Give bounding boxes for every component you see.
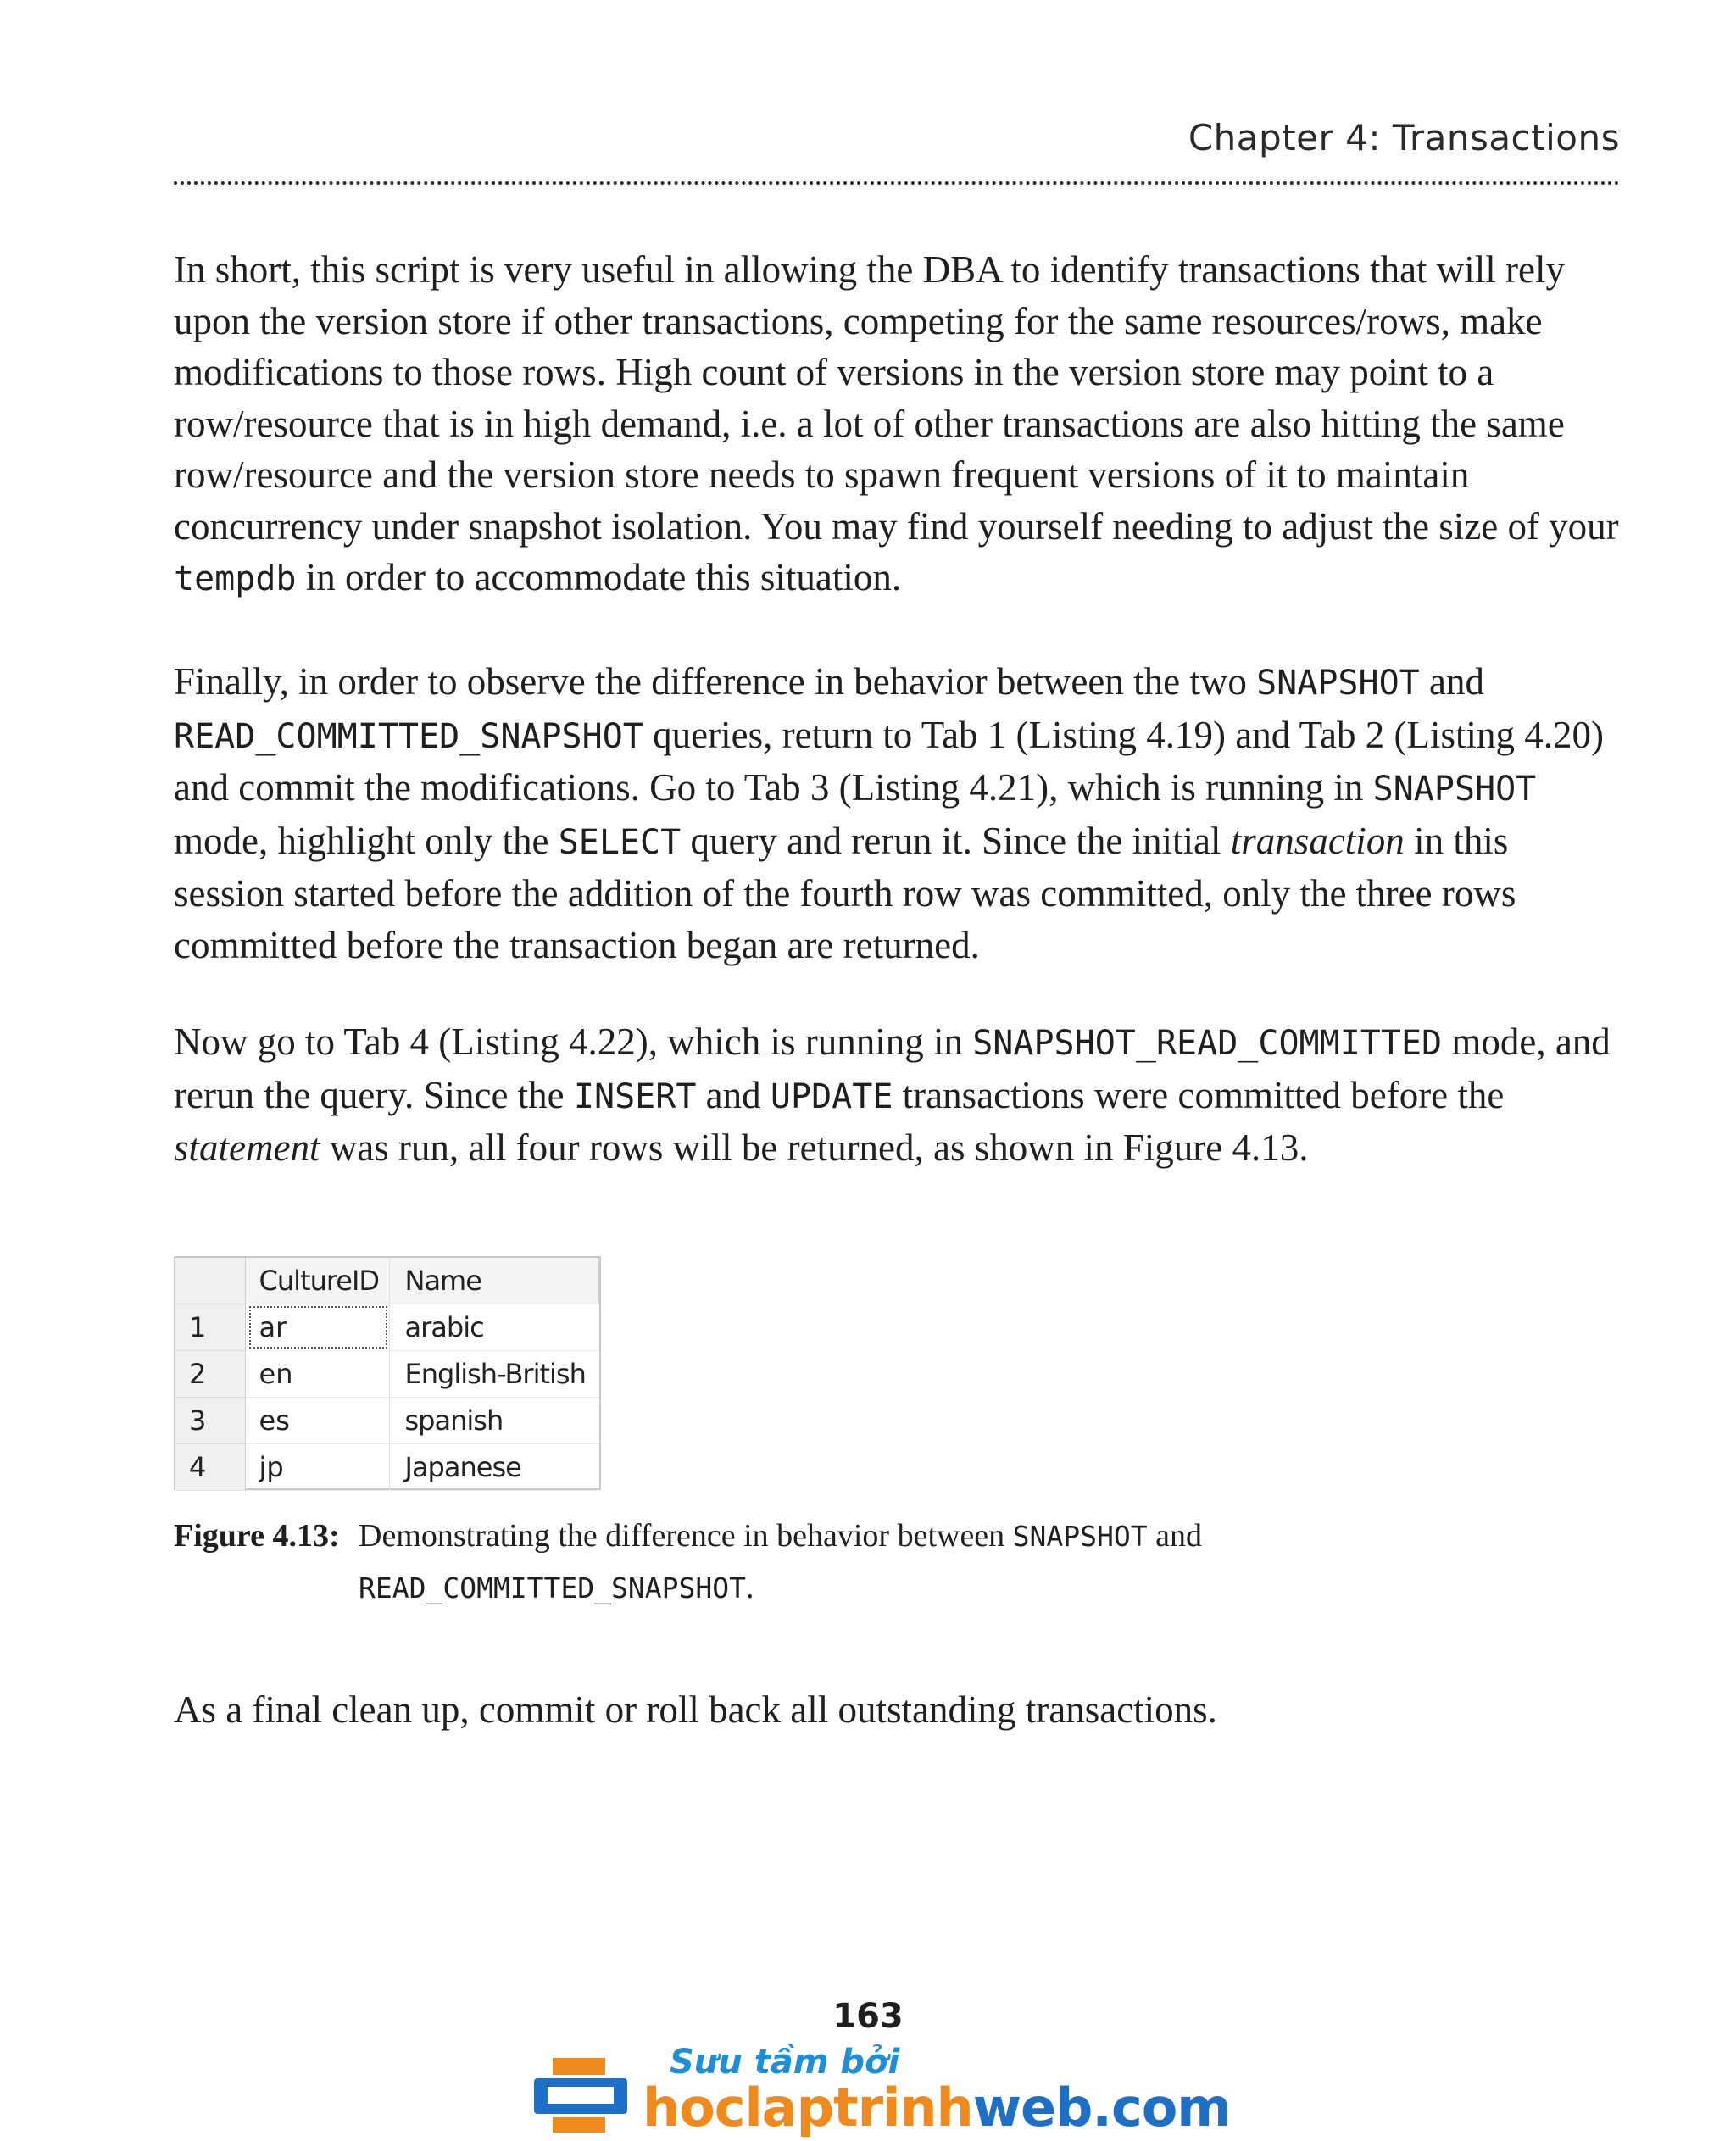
grid-cell[interactable]: es xyxy=(245,1398,389,1444)
watermark-logo-icon xyxy=(534,2058,636,2134)
watermark xyxy=(526,2043,1231,2138)
row-number[interactable]: 4 xyxy=(175,1444,245,1491)
grid-cell[interactable]: jp xyxy=(245,1444,389,1491)
paragraph-version-store: In short, this script is very useful in allowing the DBA to identify transactions that will rely upon the version store if other transactions, competing for the same resources/rows, make modifications to those rows. High count of versions in the version store may point to a row/resource that is in high demand, i.e. a lot of other transactions are also hitting the same row/resource and the version store needs to spawn frequent versions of it to maintain concurrency under snapshot isolation. You may find yourself needing to adjust the size of your tempdb in order to accommodate this situation. xyxy=(174,248,1619,598)
grid-cell[interactable]: en xyxy=(245,1351,389,1398)
grid-cell-selected[interactable]: ar xyxy=(248,1304,389,1350)
column-header-name[interactable]: Name xyxy=(389,1258,599,1304)
results-grid xyxy=(174,1256,601,1490)
paragraph-clean-up: As a final clean up, commit or roll back all outstanding transactions. xyxy=(174,1688,1217,1731)
grid-cell[interactable]: English-British xyxy=(389,1351,599,1398)
watermark-subtitle: Sưu tầm bởi xyxy=(670,2043,900,2082)
page-header xyxy=(174,115,1620,185)
figure-caption-text: Demonstrating the difference in behavior between SNAPSHOT and READ_COMMITTED_SNAPSHOT. xyxy=(359,1518,1202,1605)
row-number[interactable]: 1 xyxy=(175,1304,245,1351)
grid-corner-cell xyxy=(175,1258,245,1304)
table-row xyxy=(175,1444,599,1491)
chapter-title: Chapter 4: Transactions xyxy=(1188,117,1620,158)
figure-label: Figure 4.13: xyxy=(174,1518,340,1554)
page-number: 163 xyxy=(832,1997,904,2036)
row-number[interactable]: 3 xyxy=(175,1398,245,1444)
column-header-cultureid[interactable]: CultureID xyxy=(245,1258,389,1304)
table-row xyxy=(175,1351,599,1398)
table-row xyxy=(175,1304,599,1351)
grid-cell[interactable]: Japanese xyxy=(389,1444,599,1491)
grid-cell[interactable]: spanish xyxy=(389,1398,599,1444)
row-number[interactable]: 2 xyxy=(175,1351,245,1398)
grid-header-row xyxy=(175,1258,599,1304)
table-row xyxy=(175,1398,599,1444)
watermark-site: hoclaptrinhweb.com xyxy=(643,2077,1231,2138)
paragraph-tab4: Now go to Tab 4 (Listing 4.22), which is running in SNAPSHOT_READ_COMMITTED mode, and rerun the query. Since the INSERT and UPDATE transactions were committed before the statement was run, all four rows will be returned, as shown in Figure 4.13. xyxy=(174,1020,1611,1169)
paragraph-observe-difference: Finally, in order to observe the difference in behavior between the two SNAPSHOT and READ_COMMITTED_SNAPSHOT queries, return to Tab 1 (Listing 4.19) and Tab 2 (Listing 4.20) and commit the modifications. Go to Tab 3 (Listing 4.21), which is running in SNAPSHOT mode, highlight only the SELECT query and rerun it. Since the initial transaction in this session started before the addition of the fourth row was committed, only the three rows committed before the transaction began are returned. xyxy=(174,660,1604,966)
grid-cell[interactable]: arabic xyxy=(389,1304,599,1351)
